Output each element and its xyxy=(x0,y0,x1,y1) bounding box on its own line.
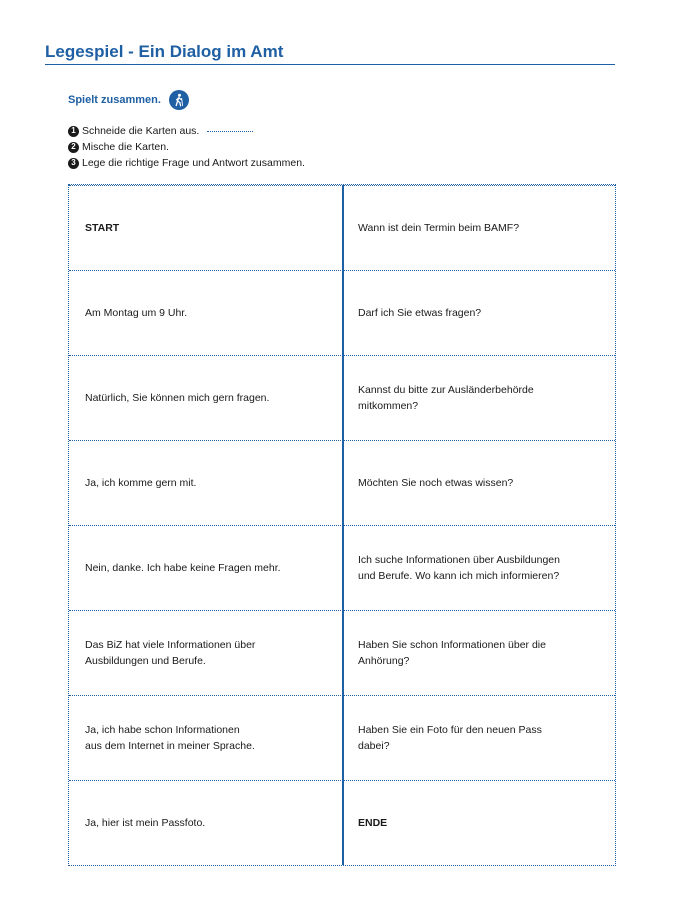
card-right: Ich suche Informationen über Ausbildungen und Berufe. Wo kann ich mich informieren? xyxy=(358,554,560,582)
card-row xyxy=(69,270,615,355)
card-right: Wann ist dein Termin beim BAMF? xyxy=(358,222,520,234)
instructions-list xyxy=(68,123,305,171)
step-number: 1 xyxy=(68,126,79,137)
card-left: Natürlich, Sie können mich gern fragen. xyxy=(85,392,270,404)
cut-line-sample xyxy=(207,131,253,132)
card-left: Ja, ich habe schon Informationen aus dem Internet in meiner Sprache. xyxy=(85,724,255,752)
instruction-text: Mische die Karten. xyxy=(82,141,169,153)
card-row xyxy=(69,440,615,525)
card-row xyxy=(69,185,615,270)
title-underline xyxy=(45,64,615,65)
card-right: Haben Sie schon Informationen über die Anhörung? xyxy=(358,639,546,667)
instruction-text: Schneide die Karten aus. xyxy=(82,125,200,137)
instruction-2 xyxy=(68,139,305,155)
subheading xyxy=(68,90,189,110)
instruction-1 xyxy=(68,123,305,139)
card-left: Nein, danke. Ich habe keine Fragen mehr. xyxy=(85,562,281,574)
card-row xyxy=(69,610,615,695)
card-right: ENDE xyxy=(358,817,388,829)
instruction-3 xyxy=(68,155,305,171)
card-left: Ja, ich komme gern mit. xyxy=(85,477,197,489)
instruction-text: Lege die richtige Frage und Antwort zusammen. xyxy=(82,157,305,169)
card-right: Möchten Sie noch etwas wissen? xyxy=(358,477,514,489)
card-row xyxy=(69,525,615,610)
hiker-icon xyxy=(169,90,189,110)
card-grid xyxy=(68,184,616,866)
page-title: Legespiel - Ein Dialog im Amt xyxy=(45,42,284,61)
step-number: 3 xyxy=(68,158,79,169)
card-right: Kannst du bitte zur Ausländerbehörde mitkommen? xyxy=(358,384,534,412)
card-left: Ja, hier ist mein Passfoto. xyxy=(85,817,206,829)
card-left: Das BiZ hat viele Informationen über Ausbildungen und Berufe. xyxy=(85,639,256,667)
card-right: Haben Sie ein Foto für den neuen Pass dabei? xyxy=(358,724,542,752)
subheading-text: Spielt zusammen. xyxy=(68,94,161,106)
step-number: 2 xyxy=(68,142,79,153)
card-right: Darf ich Sie etwas fragen? xyxy=(358,307,482,319)
card-left: Am Montag um 9 Uhr. xyxy=(85,307,188,319)
card-row xyxy=(69,355,615,440)
card-row xyxy=(69,695,615,780)
card-left: START xyxy=(85,222,120,234)
card-row xyxy=(69,780,615,865)
